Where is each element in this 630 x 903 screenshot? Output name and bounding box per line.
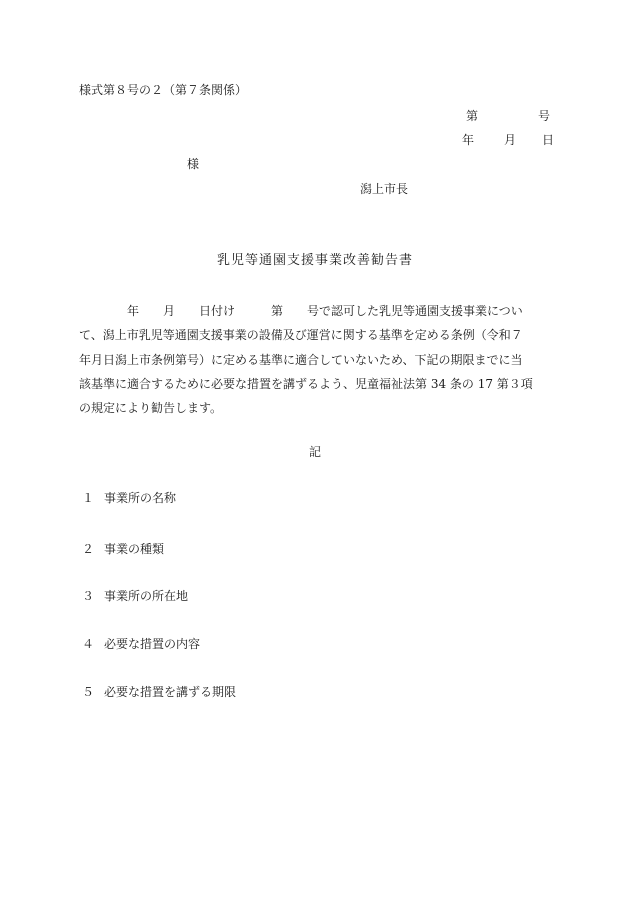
addressee-suffix: 様 bbox=[187, 157, 200, 171]
document-number-prefix: 第 bbox=[466, 109, 479, 123]
body-paragraph bbox=[79, 299, 553, 420]
item-number: ２ bbox=[82, 542, 95, 556]
body-line: の規定により勧告します。 bbox=[79, 401, 223, 416]
item-label: 必要な措置の内容 bbox=[104, 637, 201, 651]
list-item bbox=[82, 543, 164, 555]
date-month: 月 bbox=[504, 133, 517, 147]
document-number-suffix: 号 bbox=[537, 109, 550, 123]
date-year: 年 bbox=[462, 133, 475, 147]
body-line: 年 月 日付け 第 号で認可した乳児等通園支援事業につい bbox=[79, 304, 523, 318]
item-number: ３ bbox=[82, 589, 95, 603]
list-item bbox=[82, 638, 200, 650]
document-title: 乳児等通園支援事業改善勧告書 bbox=[216, 253, 413, 268]
list-item bbox=[82, 590, 188, 602]
ki-heading: 記 bbox=[308, 445, 321, 459]
item-number: ５ bbox=[82, 685, 95, 699]
list-item bbox=[82, 686, 236, 698]
date-day: 日 bbox=[542, 133, 555, 147]
form-number: 様式第８号の２（第７条関係） bbox=[79, 83, 248, 97]
item-number: ４ bbox=[82, 637, 95, 651]
body-line: 該基準に適合するために必要な措置を講ずるよう、児童福祉法第 34 条の 17 第３項 bbox=[79, 376, 533, 391]
item-number: １ bbox=[82, 491, 95, 505]
issuer-name: 潟上市長 bbox=[360, 182, 409, 196]
item-label: 事業所の所在地 bbox=[104, 589, 189, 603]
item-label: 事業所の名称 bbox=[104, 491, 177, 505]
item-label: 事業の種類 bbox=[104, 542, 165, 556]
list-item bbox=[82, 492, 176, 504]
body-line: 年月日潟上市条例第号）に定める基準に適合していないため、下記の期限までに当 bbox=[79, 352, 523, 367]
item-label: 必要な措置を講ずる期限 bbox=[104, 685, 237, 699]
body-line: て、潟上市乳児等通園支援事業の設備及び運営に関する基準を定める条例（令和７ bbox=[79, 328, 523, 343]
